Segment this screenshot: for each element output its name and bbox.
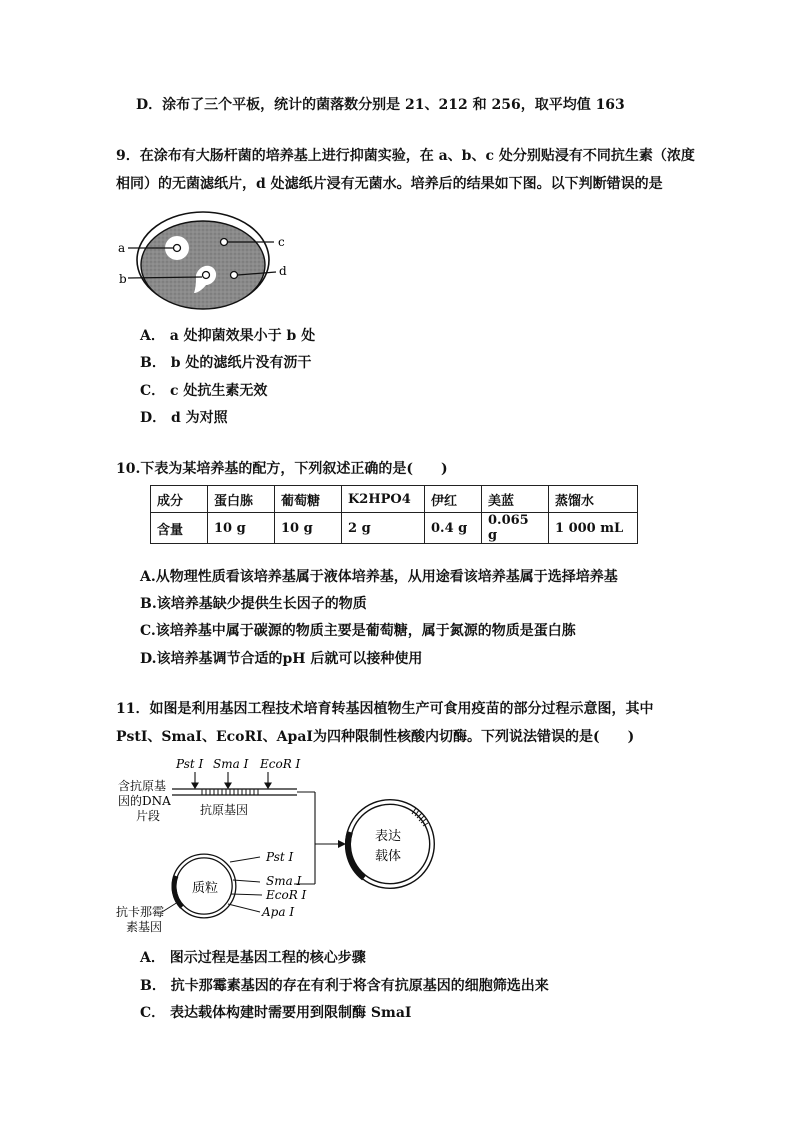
filter-disc-b: [203, 272, 210, 279]
vector-label-line2: 载体: [375, 849, 402, 864]
recipe-table: [150, 485, 638, 544]
q9-stem-line2: 相同）的无菌滤纸片，d 处滤纸片浸有无菌水。培养后的结果如下图。以下判断错误的是: [116, 176, 663, 192]
table-cell: 1 000 mL: [549, 513, 638, 544]
q8-option-d: D．涂布了三个平板，统计的菌落数分别是 21、212 和 256，取平均值 163: [136, 97, 625, 113]
table-row: [151, 486, 638, 513]
dna-label-line3: 片段: [136, 809, 161, 823]
q10-option-a: A.从物理性质看该培养基属于液体培养基，从用途看该培养基属于选择培养基: [140, 569, 618, 585]
q9-petri-dish-figure: [110, 205, 310, 320]
q10-option-c: C.该培养基中属于碳源的物质主要是葡萄糖，属于氮源的物质是蛋白胨: [140, 623, 576, 639]
label-a: a: [118, 241, 126, 255]
table-header-cell: 葡萄糖: [275, 486, 342, 513]
q11-gene-engineering-figure: [110, 752, 460, 942]
kanamycin-label-line2: 素基因: [126, 920, 163, 934]
table-cell: 10 g: [208, 513, 275, 544]
q9-option-a: A． a 处抑菌效果小于 b 处: [140, 328, 316, 344]
plasmid-eco-label: EcoR Ⅰ: [266, 888, 307, 902]
q10-stem: 10.下表为某培养基的配方，下列叙述正确的是( ): [116, 461, 448, 477]
filter-disc-a: [174, 245, 181, 252]
vector-label-line1: 表达: [375, 829, 402, 844]
antigen-gene-label: 抗原基因: [200, 803, 249, 817]
dna-fragment: [172, 789, 297, 795]
top-pst-label: Pst Ⅰ: [176, 757, 204, 771]
plasmid-apa-label: Apa Ⅰ: [262, 905, 295, 919]
table-cell: 2 g: [342, 513, 425, 544]
q11-stem-line2: PstⅠ、SmaⅠ、EcoRⅠ、ApaⅠ为四种限制性核酸内切酶。下列说法错误的是( ): [116, 729, 635, 745]
top-eco-label: EcoR Ⅰ: [260, 757, 301, 771]
q11-option-a: A． 图示过程是基因工程的核心步骤: [140, 950, 366, 966]
table-header-cell: 蒸馏水: [549, 486, 638, 513]
table-header-cell: 美蓝: [482, 486, 549, 513]
table-cell: 10 g: [275, 513, 342, 544]
table-header-cell: 伊红: [425, 486, 482, 513]
q9-stem-line1: 9．在涂布有大肠杆菌的培养基上进行抑菌实验，在 a、b、c 处分别贴浸有不同抗生素（浓度: [116, 148, 695, 164]
label-c: c: [278, 235, 285, 249]
q10-option-d: D.该培养基调节合适的pH 后就可以接种使用: [140, 651, 423, 667]
dna-label-line2: 因的DNA: [118, 794, 171, 808]
label-b: b: [119, 272, 127, 286]
q11-stem-line1: 11．如图是利用基因工程技术培育转基因植物生产可食用疫苗的部分过程示意图，其中: [116, 701, 654, 717]
culture-medium: [141, 221, 265, 309]
q9-option-c: C． c 处抗生素无效: [140, 383, 268, 399]
top-sma-label: Sma Ⅰ: [213, 757, 249, 771]
q9-option-d: D． d 为对照: [140, 410, 228, 426]
table-cell: 0.4 g: [425, 513, 482, 544]
plasmid-pst-label: Pst Ⅰ: [266, 850, 294, 864]
q10-option-b: B.该培养基缺少提供生长因子的物质: [140, 596, 367, 612]
table-header-cell: K2HPO4: [342, 486, 425, 513]
table-row: [151, 513, 638, 544]
plasmid-label: 质粒: [192, 881, 219, 896]
label-d: d: [279, 264, 287, 278]
table-cell: 含量: [151, 513, 208, 544]
q11-option-b: B． 抗卡那霉素基因的存在有利于将含有抗原基因的细胞筛选出来: [140, 978, 549, 994]
filter-disc-c: [221, 239, 228, 246]
table-header-cell: 蛋白胨: [208, 486, 275, 513]
q11-option-c: C． 表达载体构建时需要用到限制酶 SmaⅠ: [140, 1005, 412, 1021]
dna-label-line1: 含抗原基: [118, 779, 167, 793]
kanamycin-label-line1: 抗卡那霉: [116, 905, 165, 919]
q9-option-b: B． b 处的滤纸片没有沥干: [140, 355, 312, 371]
table-cell: 0.065 g: [482, 513, 549, 544]
plasmid-sma-label: Sma Ⅰ: [266, 874, 302, 888]
filter-disc-d: [231, 272, 238, 279]
table-header-cell: 成分: [151, 486, 208, 513]
